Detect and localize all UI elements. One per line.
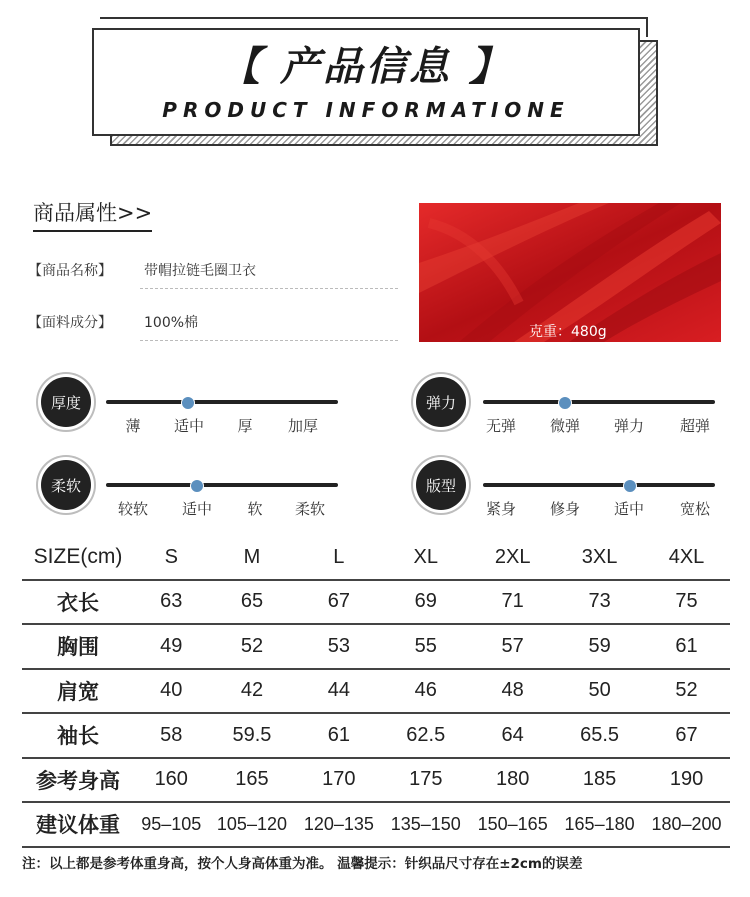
scale-option: 加厚 <box>287 417 318 435</box>
table-cell: 75 <box>643 580 730 625</box>
table-cell: 57 <box>469 624 556 669</box>
table-cell: 69 <box>382 580 469 625</box>
table-row-label: 参考身高 <box>22 758 134 803</box>
scale-bar <box>483 483 715 487</box>
dashed-divider <box>140 340 398 341</box>
table-cell: 185 <box>556 758 643 803</box>
page-title: 【 产品信息 】 <box>220 44 512 90</box>
scale-bar <box>106 483 338 487</box>
table-header-cell: L <box>295 536 382 580</box>
table-cell: 73 <box>556 580 643 625</box>
table-row-label: 袖长 <box>22 713 134 758</box>
scale-option: 修身 <box>549 500 580 518</box>
table-row <box>22 713 730 758</box>
size-table <box>22 536 730 848</box>
scale-option: 超弹 <box>679 417 710 435</box>
table-header-cell: M <box>209 536 296 580</box>
scale-option: 无弹 <box>485 417 516 435</box>
banner-frame-line <box>100 17 648 19</box>
table-row-label: 建议体重 <box>22 802 134 847</box>
table-cell: 65.5 <box>556 713 643 758</box>
scale-bar <box>483 400 715 404</box>
table-header-cell: SIZE(cm) <box>22 536 134 580</box>
scale-title: 弹力 <box>416 377 466 427</box>
thickness-scale <box>41 377 361 437</box>
table-cell: 150–165 <box>469 802 556 847</box>
table-header-cell: S <box>134 536 209 580</box>
table-cell: 48 <box>469 669 556 714</box>
table-row <box>22 758 730 803</box>
table-cell: 165 <box>209 758 296 803</box>
table-row <box>22 669 730 714</box>
dashed-divider <box>140 288 398 289</box>
scale-indicator-dot <box>623 479 637 493</box>
scale-option: 适中 <box>613 500 644 518</box>
table-header-cell: XL <box>382 536 469 580</box>
scale-option: 微弹 <box>549 417 580 435</box>
table-cell: 53 <box>295 624 382 669</box>
table-row-label: 衣长 <box>22 580 134 625</box>
table-cell: 42 <box>209 669 296 714</box>
scale-bar <box>106 400 338 404</box>
product-info-banner <box>92 28 640 136</box>
table-cell: 61 <box>295 713 382 758</box>
scale-option: 宽松 <box>679 500 710 518</box>
scale-option: 较软 <box>117 500 148 518</box>
fit-scale <box>416 460 736 520</box>
softness-scale <box>41 460 361 520</box>
table-cell: 135–150 <box>382 802 469 847</box>
table-cell: 55 <box>382 624 469 669</box>
table-row-label: 肩宽 <box>22 669 134 714</box>
elasticity-scale <box>416 377 736 437</box>
scale-option: 紧身 <box>485 500 516 518</box>
table-cell: 175 <box>382 758 469 803</box>
table-cell: 180–200 <box>643 802 730 847</box>
scale-indicator-dot <box>558 396 572 410</box>
attribute-label: 【面料成分】 <box>28 315 112 331</box>
table-cell: 71 <box>469 580 556 625</box>
scale-option: 薄 <box>125 417 141 435</box>
table-row <box>22 802 730 847</box>
scale-option: 柔软 <box>294 500 325 518</box>
table-cell: 67 <box>295 580 382 625</box>
table-cell: 46 <box>382 669 469 714</box>
scale-option: 软 <box>247 500 263 518</box>
table-header-cell: 3XL <box>556 536 643 580</box>
scale-title: 版型 <box>416 460 466 510</box>
attribute-label: 【商品名称】 <box>28 263 112 279</box>
table-cell: 62.5 <box>382 713 469 758</box>
table-cell: 52 <box>209 624 296 669</box>
table-row-label: 胸围 <box>22 624 134 669</box>
scale-title: 厚度 <box>41 377 91 427</box>
table-cell: 52 <box>643 669 730 714</box>
table-cell: 180 <box>469 758 556 803</box>
scale-option: 适中 <box>173 417 204 435</box>
table-cell: 61 <box>643 624 730 669</box>
table-row <box>22 624 730 669</box>
table-header-cell: 2XL <box>469 536 556 580</box>
table-cell: 44 <box>295 669 382 714</box>
table-cell: 65 <box>209 580 296 625</box>
table-cell: 165–180 <box>556 802 643 847</box>
page-subtitle: PRODUCT INFORMATIONE <box>162 98 570 122</box>
size-note: 注：以上都是参考体重身高，按个人身高体重为准。 温馨提示：针织品尺寸存在±2cm的误差 <box>22 856 583 872</box>
table-cell: 50 <box>556 669 643 714</box>
scale-option: 适中 <box>181 500 212 518</box>
table-row <box>22 580 730 625</box>
banner-frame-line <box>646 17 648 37</box>
table-cell: 59 <box>556 624 643 669</box>
scale-indicator-dot <box>181 396 195 410</box>
table-cell: 64 <box>469 713 556 758</box>
table-cell: 160 <box>134 758 209 803</box>
scale-option: 厚 <box>237 417 253 435</box>
scale-indicator-dot <box>190 479 204 493</box>
table-cell: 49 <box>134 624 209 669</box>
attribute-value: 100%棉 <box>144 315 199 331</box>
table-cell: 190 <box>643 758 730 803</box>
scale-option: 弹力 <box>613 417 644 435</box>
attribute-row-name <box>28 256 398 286</box>
table-cell: 63 <box>134 580 209 625</box>
table-cell: 120–135 <box>295 802 382 847</box>
table-cell: 67 <box>643 713 730 758</box>
table-cell: 40 <box>134 669 209 714</box>
table-header-cell: 4XL <box>643 536 730 580</box>
attribute-value: 带帽拉链毛圈卫衣 <box>144 263 256 279</box>
table-cell: 58 <box>134 713 209 758</box>
attributes-heading: 商品属性>> <box>33 200 152 232</box>
table-cell: 105–120 <box>209 802 296 847</box>
scale-title: 柔软 <box>41 460 91 510</box>
table-cell: 95–105 <box>134 802 209 847</box>
table-cell: 170 <box>295 758 382 803</box>
fabric-swatch-image <box>419 203 721 342</box>
table-cell: 59.5 <box>209 713 296 758</box>
table-header-row <box>22 536 730 580</box>
attribute-row-fabric <box>28 308 398 338</box>
fabric-weight-label: 克重：480g <box>529 324 607 340</box>
